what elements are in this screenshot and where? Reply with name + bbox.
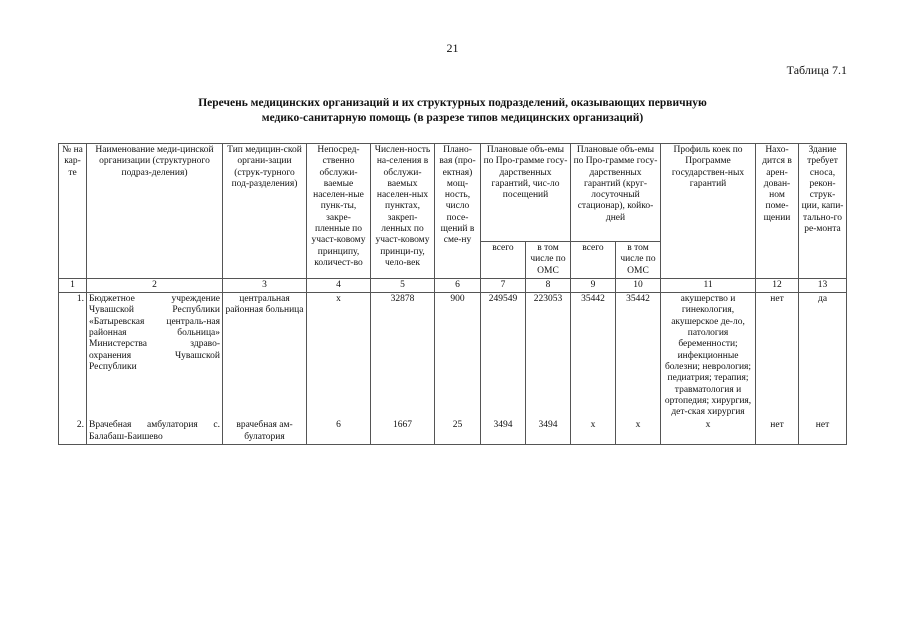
header-organization-type: Тип медицин-ской органи-зации (струк-турного под-разделения): [223, 144, 307, 279]
header-settlements: Непосред-ственно обслужи-ваемые населен-ные пунк-ты, закре-пленные по участ-ковому принципу, количест-во: [307, 144, 371, 279]
header-beddays-oms: в том числе по ОМС: [616, 242, 661, 279]
table-row: [59, 419, 847, 444]
header-rented: Нахо-дится в арен-дован-ном поме-щении: [756, 144, 799, 279]
column-number: 9: [571, 278, 616, 292]
column-number: 2: [87, 278, 223, 292]
header-beddays-total: всего: [571, 242, 616, 279]
column-number: 5: [371, 278, 435, 292]
header-repair: Здание требует сноса, рекон-струк-ции, капи-тально-го ре-монта: [799, 144, 847, 279]
column-number: 1: [59, 278, 87, 292]
column-number: 7: [481, 278, 526, 292]
column-number: 10: [616, 278, 661, 292]
title-line-1: Перечень медицинских организаций и их структурных подразделений, оказывающих первичную: [198, 97, 707, 109]
capacity-value: 25: [435, 419, 481, 444]
column-number: 11: [661, 278, 756, 292]
header-bed-profile: Профиль коек по Программе государствен-ных гарантий: [661, 144, 756, 279]
repair-flag: нет: [799, 419, 847, 444]
header-capacity: Плано-вая (про-ектная) мощ-ность, число посе-щений в сме-ну: [435, 144, 481, 279]
page-number: 21: [446, 41, 459, 55]
visits-oms: 3494: [526, 419, 571, 444]
document-title: [60, 96, 845, 126]
column-number: 3: [223, 278, 307, 292]
organization-name: Врачебная амбулатория с. Балабаш-Баишево: [87, 419, 223, 444]
table-label: Таблица 7.1: [786, 63, 847, 77]
organizations-table: [58, 143, 847, 445]
header-organization-name: Наименование меди-цинской организации (структурного подраз-деления): [87, 144, 223, 279]
organization-type: врачебная ам-булатория: [223, 419, 307, 444]
settlements-count: 6: [307, 419, 371, 444]
bed-profile: х: [661, 419, 756, 444]
header-beddays-group: Плановые объ-емы по Про-грамме госу-дарственных гарантий (круг-лосуточный стационар), койко-дней: [571, 144, 661, 242]
header-visits-total: всего: [481, 242, 526, 279]
organization-type: центральная районная больница: [223, 293, 307, 420]
column-number: 13: [799, 278, 847, 292]
header-population: Числен-ность на-селения в обслужи-ваемых населен-ных пунктах, закреп-ленных по участ-ковому принци-пу, чело-век: [371, 144, 435, 279]
settlements-count: х: [307, 293, 371, 420]
rented-flag: нет: [756, 419, 799, 444]
visits-total: 3494: [481, 419, 526, 444]
capacity-value: 900: [435, 293, 481, 420]
rented-flag: нет: [756, 293, 799, 420]
header-map-number: № на кар-те: [59, 144, 87, 279]
header-visits-oms: в том числе по ОМС: [526, 242, 571, 279]
column-number: 12: [756, 278, 799, 292]
visits-total: 249549: [481, 293, 526, 420]
column-number: 6: [435, 278, 481, 292]
repair-flag: да: [799, 293, 847, 420]
beddays-total: х: [571, 419, 616, 444]
beddays-oms: 35442: [616, 293, 661, 420]
population-value: 1667: [371, 419, 435, 444]
visits-oms: 223053: [526, 293, 571, 420]
population-value: 32878: [371, 293, 435, 420]
beddays-total: 35442: [571, 293, 616, 420]
row-number: 2.: [59, 419, 87, 444]
beddays-oms: х: [616, 419, 661, 444]
row-number: 1.: [59, 293, 87, 420]
column-number: 8: [526, 278, 571, 292]
title-line-2: медико-санитарную помощь (в разрезе типов медицинских организаций): [261, 112, 644, 124]
column-number: 4: [307, 278, 371, 292]
header-visits-group: Плановые объ-емы по Про-грамме госу-дарственных гарантий, чис-ло посещений: [481, 144, 571, 242]
bed-profile: акушерство и гинекология, акушерское де-ло, патология беременности; инфекционные болезни; неврология; педиатрия; терапия; травматология и ортопедия; хирургия, дет-ская хирургия: [661, 293, 756, 420]
table-row: [59, 293, 847, 420]
organization-name: Бюджетное учреждение Чувашской Республики «Батыревская централь-ная районная больница» Министерства здраво-охранения Чувашской Республики: [87, 293, 223, 420]
